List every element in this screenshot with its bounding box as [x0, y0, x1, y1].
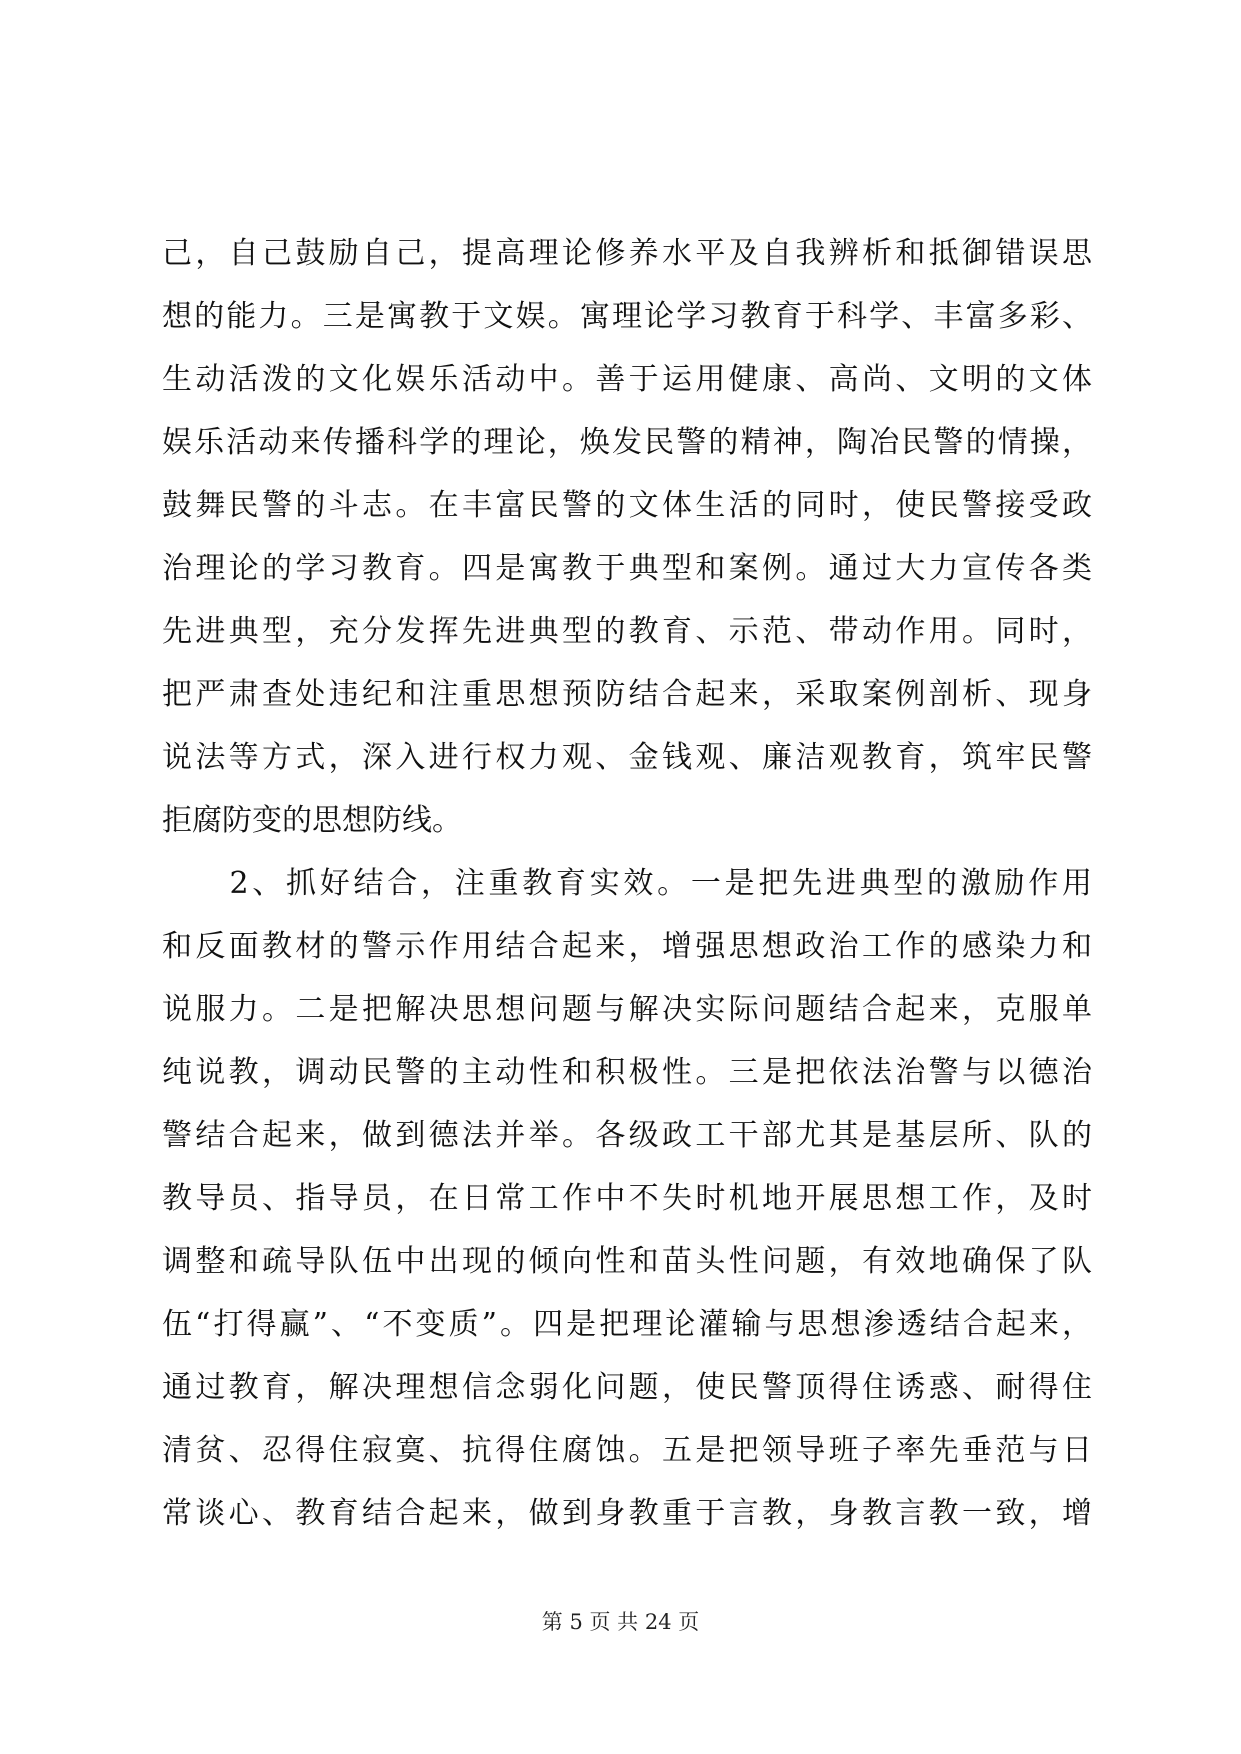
text-line: 清贫、忍得住寂寞、抗得住腐蚀。五是把领导班子率先垂范与日: [162, 1433, 1092, 1468]
paragraph-start-line: 2、抓好结合，注重教育实效。一是把先进典型的激励作用: [162, 866, 1092, 901]
text-line: 拒腐防变的思想防线。: [162, 803, 462, 838]
body-text: [162, 222, 1092, 1545]
text-line: 调整和疏导队伍中出现的倾向性和苗头性问题，有效地确保了队: [162, 1244, 1092, 1279]
text-line: 娱乐活动来传播科学的理论，焕发民警的精神，陶冶民警的情操，: [162, 425, 1092, 460]
text-line: 生动活泼的文化娱乐活动中。善于运用健康、高尚、文明的文体: [162, 362, 1092, 397]
text-line: 鼓舞民警的斗志。在丰富民警的文体生活的同时，使民警接受政: [162, 488, 1092, 523]
text-line: 通过教育，解决理想信念弱化问题，使民警顶得住诱惑、耐得住: [162, 1370, 1092, 1405]
text-line: 教导员、指导员，在日常工作中不失时机地开展思想工作，及时: [162, 1181, 1092, 1216]
text-line: 和反面教材的警示作用结合起来，增强思想政治工作的感染力和: [162, 929, 1092, 964]
text-line: 说法等方式，深入进行权力观、金钱观、廉洁观教育，筑牢民警: [162, 740, 1092, 775]
text-line: 常谈心、教育结合起来，做到身教重于言教，身教言教一致，增: [162, 1496, 1092, 1531]
text-line: 伍“打得赢”、“不变质”。四是把理论灌输与思想渗透结合起来，: [162, 1307, 1092, 1342]
text-line: 纯说教，调动民警的主动性和积极性。三是把依法治警与以德治: [162, 1055, 1092, 1090]
text-line: 想的能力。三是寓教于文娱。寓理论学习教育于科学、丰富多彩、: [162, 299, 1092, 334]
text-line: 把严肃查处违纪和注重思想预防结合起来，采取案例剖析、现身: [162, 677, 1092, 712]
text-line: 警结合起来，做到德法并举。各级政工干部尤其是基层所、队的: [162, 1118, 1092, 1153]
text-line: 先进典型，充分发挥先进典型的教育、示范、带动作用。同时，: [162, 614, 1092, 649]
text-line: 治理论的学习教育。四是寓教于典型和案例。通过大力宣传各类: [162, 551, 1092, 586]
text-line: 己，自己鼓励自己，提高理论修养水平及自我辨析和抵御错误思: [162, 236, 1092, 271]
text-line: 说服力。二是把解决思想问题与解决实际问题结合起来，克服单: [162, 992, 1092, 1027]
page-number-footer: 第 5 页 共 24 页: [541, 1610, 700, 1634]
